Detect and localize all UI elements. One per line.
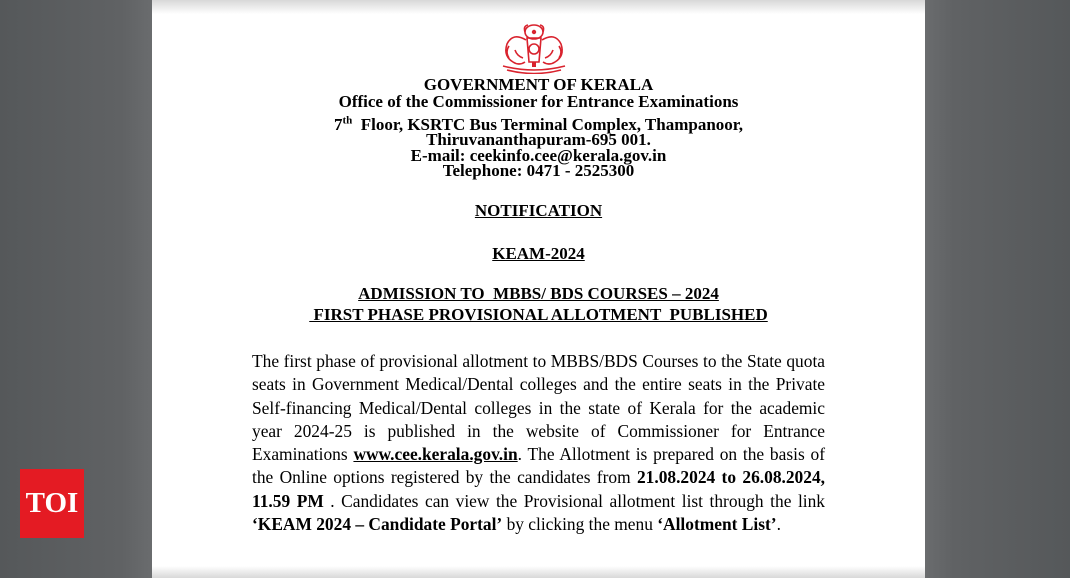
header-floor-number: 7 <box>333 115 343 134</box>
exam-title: KEAM-2024 <box>492 244 585 263</box>
page-bottom-edge <box>152 566 925 578</box>
header-email: E-mail: ceekinfo.cee@kerala.gov.in <box>410 146 667 165</box>
toi-badge: TOI <box>20 469 84 538</box>
header-address-line: Floor, KSRTC Bus Terminal Complex, Thampanoor, <box>360 115 744 134</box>
header-city: Thiruvananthapuram-695 001. <box>426 130 651 149</box>
notification-document <box>152 0 925 578</box>
subject-line-2: FIRST PHASE PROVISIONAL ALLOTMENT PUBLISHED <box>309 305 768 324</box>
body-text-2: . The Allotment is prepared on the basis of the Online options registered by the candidates from <box>252 444 825 488</box>
header-floor-suffix: th <box>342 114 353 127</box>
notification-heading: NOTIFICATION <box>474 201 603 220</box>
header-telephone: Telephone: 0471 - 2525300 <box>442 161 635 180</box>
subject-line-1: ADMISSION TO MBBS/ BDS COURSES – 2024 <box>358 284 719 303</box>
option-dates: 21.08.2024 to 26.08.2024, 11.59 PM <box>252 467 825 511</box>
notification-body <box>252 350 825 536</box>
body-text-1: The first phase of provisional allotment to MBBS/BDS Courses to the State quota seats in Government Medical/Dental colleges and the entire seats in the Private Self-financing Medical/Dental colleges in the state of Kerala for the academic year 2024-25 is published in the website of Commissioner for Entrance Examinations <box>252 351 825 465</box>
header-government: GOVERNMENT OF KERALA <box>423 75 654 94</box>
portal-link-name: ‘KEAM 2024 – Candidate Portal’ <box>252 514 503 535</box>
page-top-edge <box>152 0 925 14</box>
header-office: Office of the Commissioner for Entrance Examinations <box>338 92 739 111</box>
website-link[interactable]: www.cee.kerala.gov.in <box>353 444 518 465</box>
body-text-5: . <box>776 514 781 535</box>
body-text-3: . Candidates can view the Provisional allotment list through the link <box>323 490 825 511</box>
body-text-4: by clicking the menu <box>502 514 658 535</box>
allotment-menu-name: ‘Allotment List’ <box>657 514 777 535</box>
right-backdrop <box>925 0 1070 578</box>
kerala-emblem-icon <box>495 22 573 74</box>
